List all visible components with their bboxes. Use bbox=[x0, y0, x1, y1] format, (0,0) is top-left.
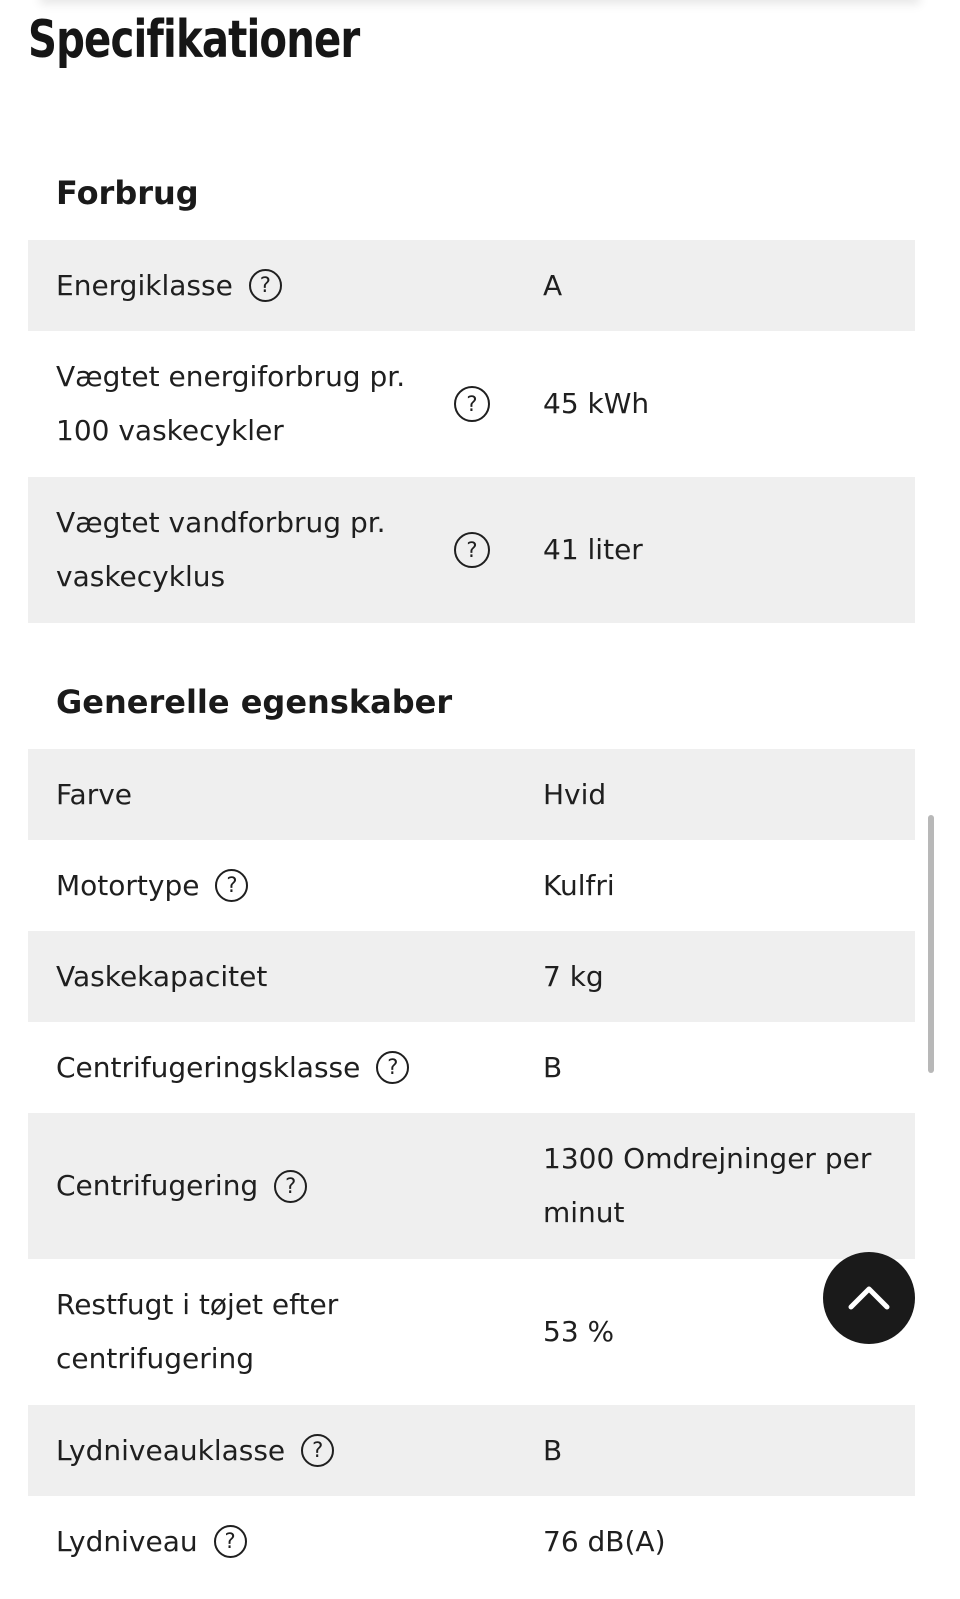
spec-label-cell bbox=[28, 768, 516, 822]
question-circle-icon[interactable]: ? bbox=[249, 269, 282, 302]
spec-label-cell bbox=[28, 350, 516, 458]
spec-row-vandforbrug bbox=[28, 477, 915, 623]
spec-row-farve bbox=[28, 749, 915, 840]
spec-label-cell bbox=[28, 1515, 516, 1569]
question-circle-icon[interactable]: ? bbox=[301, 1434, 334, 1467]
scrollbar-thumb[interactable] bbox=[928, 815, 934, 1073]
spec-label-cell bbox=[28, 1424, 516, 1478]
spec-label-cell bbox=[28, 1278, 516, 1386]
spec-label: Energiklasse bbox=[56, 268, 233, 302]
spec-value: Hvid bbox=[543, 777, 607, 811]
spec-label: Vægtet energiforbrug pr. 100 vaskecykler bbox=[56, 360, 406, 447]
spec-row-energiforbrug bbox=[28, 331, 915, 477]
spec-label-cell bbox=[28, 950, 516, 1004]
spec-label-cell bbox=[28, 1159, 516, 1213]
spec-label-cell bbox=[28, 1041, 516, 1095]
spec-value: B bbox=[543, 1433, 563, 1467]
question-circle-icon[interactable]: ? bbox=[214, 1525, 247, 1558]
spec-table bbox=[28, 240, 915, 623]
spec-label: Restfugt i tøjet efter centrifugering bbox=[56, 1288, 339, 1375]
spec-value: A bbox=[543, 268, 563, 302]
spec-value: Kulfri bbox=[543, 868, 615, 902]
question-circle-icon[interactable]: ? bbox=[454, 532, 490, 568]
spec-row-motortype bbox=[28, 840, 915, 931]
spec-label-cell bbox=[28, 259, 516, 313]
spec-label: Vaskekapacitet bbox=[56, 959, 268, 993]
spec-value: B bbox=[543, 1050, 563, 1084]
spec-row-vaskekapacitet bbox=[28, 931, 915, 1022]
spec-value: 1300 Omdrejninger per minut bbox=[543, 1142, 872, 1229]
page-title: Specifikationer bbox=[28, 10, 360, 70]
question-circle-icon[interactable]: ? bbox=[215, 869, 248, 902]
spec-table bbox=[28, 749, 915, 1587]
question-circle-icon[interactable]: ? bbox=[274, 1170, 307, 1203]
spec-label: Motortype bbox=[56, 868, 200, 902]
spec-label: Lydniveauklasse bbox=[56, 1433, 286, 1467]
question-circle-icon[interactable]: ? bbox=[454, 386, 490, 422]
section-forbrug bbox=[28, 158, 915, 623]
chevron-up-icon bbox=[847, 1283, 891, 1314]
spec-row-restfugt bbox=[28, 1259, 915, 1405]
spec-row-centrifugeringsklasse bbox=[28, 1022, 915, 1113]
spec-value: 53 % bbox=[543, 1315, 615, 1348]
back-to-top-button[interactable] bbox=[823, 1252, 915, 1344]
spec-label: Centrifugering bbox=[56, 1169, 259, 1202]
spec-row-lydniveau bbox=[28, 1496, 915, 1587]
section-generelle-egenskaber bbox=[28, 667, 915, 1587]
spec-label-cell bbox=[28, 859, 516, 913]
spec-value: 41 liter bbox=[543, 533, 643, 566]
spec-label-cell bbox=[28, 496, 516, 604]
spec-row-lydniveauklasse bbox=[28, 1405, 915, 1496]
spec-label: Centrifugeringsklasse bbox=[56, 1050, 361, 1084]
spec-value: 45 kWh bbox=[543, 387, 650, 420]
question-circle-icon[interactable]: ? bbox=[376, 1051, 409, 1084]
section-title: Generelle egenskaber bbox=[56, 683, 453, 721]
section-title: Forbrug bbox=[56, 174, 199, 212]
spec-label: Lydniveau bbox=[56, 1524, 198, 1558]
spec-row-centrifugering bbox=[28, 1113, 915, 1259]
spec-label: Vægtet vandforbrug pr. vaskecyklus bbox=[56, 506, 386, 593]
spec-value: 76 dB(A) bbox=[543, 1524, 666, 1558]
spec-value: 7 kg bbox=[543, 959, 604, 993]
spec-row-energiklasse bbox=[28, 240, 915, 331]
spec-label: Farve bbox=[56, 777, 133, 811]
